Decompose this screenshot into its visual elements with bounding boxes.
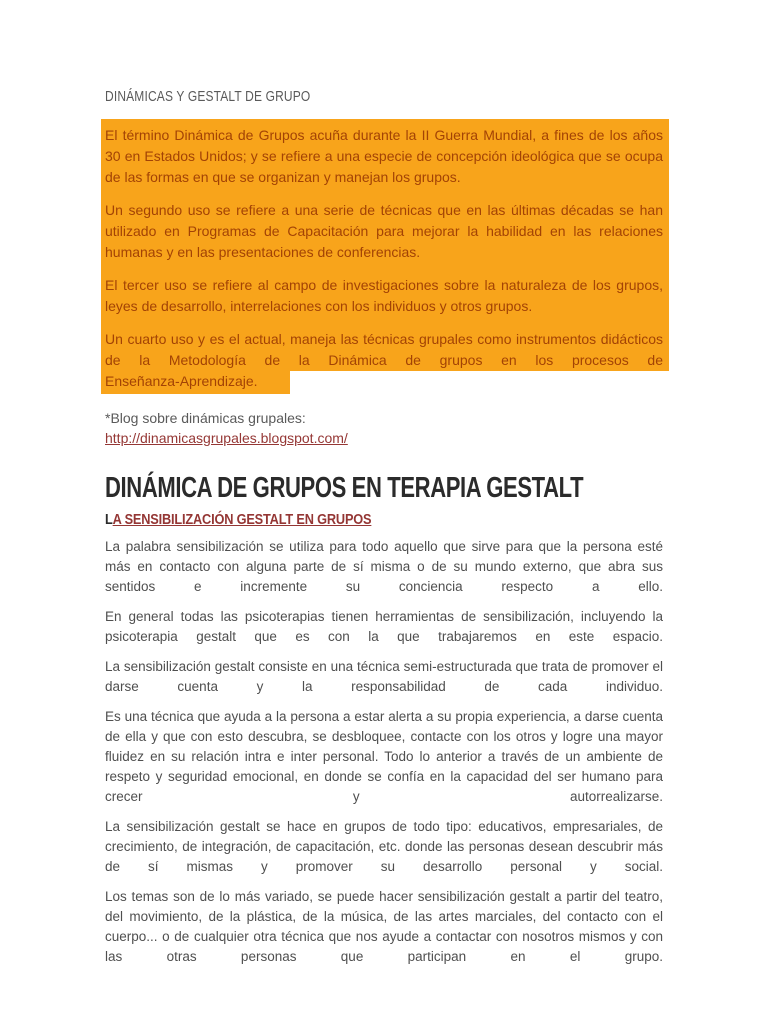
highlighted-paragraph-3: El tercer uso se refiere al campo de investigaciones sobre la naturaleza de los grupos, leyes de desarrollo, interrelaciones con los individuos y otros grupos.: [105, 277, 663, 314]
body-paragraph-4: Es una técnica que ayuda a la persona a estar alerta a su propia experiencia, a darse cuenta de ella y que con esto descubra, se desbloquee, contacte con los otros y logre una mayor fluidez en su relación intra e inter personal. Todo lo anterior a través de un ambiente de respeto y seguridad emocional, en donde se confía en la capacidad del ser humano para crecer y autorrealizarse.: [105, 709, 663, 804]
body-paragraph-1: La palabra sensibilización se utiliza para todo aquello que sirve para que la persona esté más en contacto con alguna parte de sí misma o de su mundo externo, que abra sus sentidos e incremente su conciencia respecto a ello.: [105, 539, 663, 594]
highlighted-paragraph-4: Un cuarto uso y es el actual, maneja las técnicas grupales como instrumentos didácticos de la Metodología de la Dinámica de grupos en los procesos de: [105, 331, 663, 368]
document-title-text: DINÁMICAS Y GESTALT DE GRUPO: [105, 88, 311, 105]
body-paragraph-3: La sensibilización gestalt consiste en una técnica semi-estructurada que trata de promover el darse cuenta y la responsabilidad de cada individuo.: [105, 659, 663, 694]
main-heading-text: DINÁMICA DE GRUPOS EN TERAPIA GESTALT: [105, 472, 584, 504]
highlighted-last-line-text: Enseñanza-Aprendizaje.: [101, 369, 290, 394]
body-paragraph-2: En general todas las psicoterapias tienen herramientas de sensibilización, incluyendo la psicoterapia gestalt que es con la que trabajaremos en este espacio.: [105, 609, 663, 644]
blog-reference: [105, 408, 663, 448]
body-paragraph-5: La sensibilización gestalt se hace en grupos de todo tipo: educativos, empresariales, de crecimiento, de integración, de capacitación, etc. donde las personas desean descubrir más de sí mismas y promover su desarrollo personal y social.: [105, 819, 663, 874]
blog-url-link[interactable]: http://dinamicasgrupales.blogspot.com/: [105, 430, 348, 446]
blog-note-label: *Blog sobre dinámicas grupales:: [105, 410, 306, 426]
document-content: [105, 88, 663, 967]
sub-heading-link[interactable]: A SENSIBILIZACIÓN GESTALT EN GRUPOS: [112, 512, 372, 528]
document-title: [105, 88, 663, 105]
sub-heading-prefix: L: [105, 512, 113, 528]
highlighted-paragraph-1: El término Dinámica de Grupos acuña durante la II Guerra Mundial, a fines de los años 30 en Estados Unidos; y se refiere a una especie de concepción ideológica que se ocupa de las formas en que se organizan y manejan los grupos.: [105, 127, 663, 185]
highlighted-paragraph-2: Un segundo uso se refiere a una serie de técnicas que en las últimas décadas se han utilizado en Programas de Capacitación para mejorar la habilidad en las relaciones humanas y en las presentaciones de conferencias.: [105, 202, 663, 260]
highlighted-section: [101, 119, 669, 371]
main-heading: [105, 472, 663, 505]
sub-heading: [105, 512, 663, 528]
highlighted-paragraph-4-last-line: [105, 371, 663, 392]
body-paragraph-6: Los temas son de lo más variado, se puede hacer sensibilización gestalt a partir del teatro, del movimiento, de la plástica, de la música, de las artes marciales, del contacto con el cuerpo... o de cualquier otra técnica que nos ayude a contactar con nosotros mismos y con las otras personas que participan en el grupo.: [105, 889, 663, 964]
body-section: [105, 537, 663, 967]
